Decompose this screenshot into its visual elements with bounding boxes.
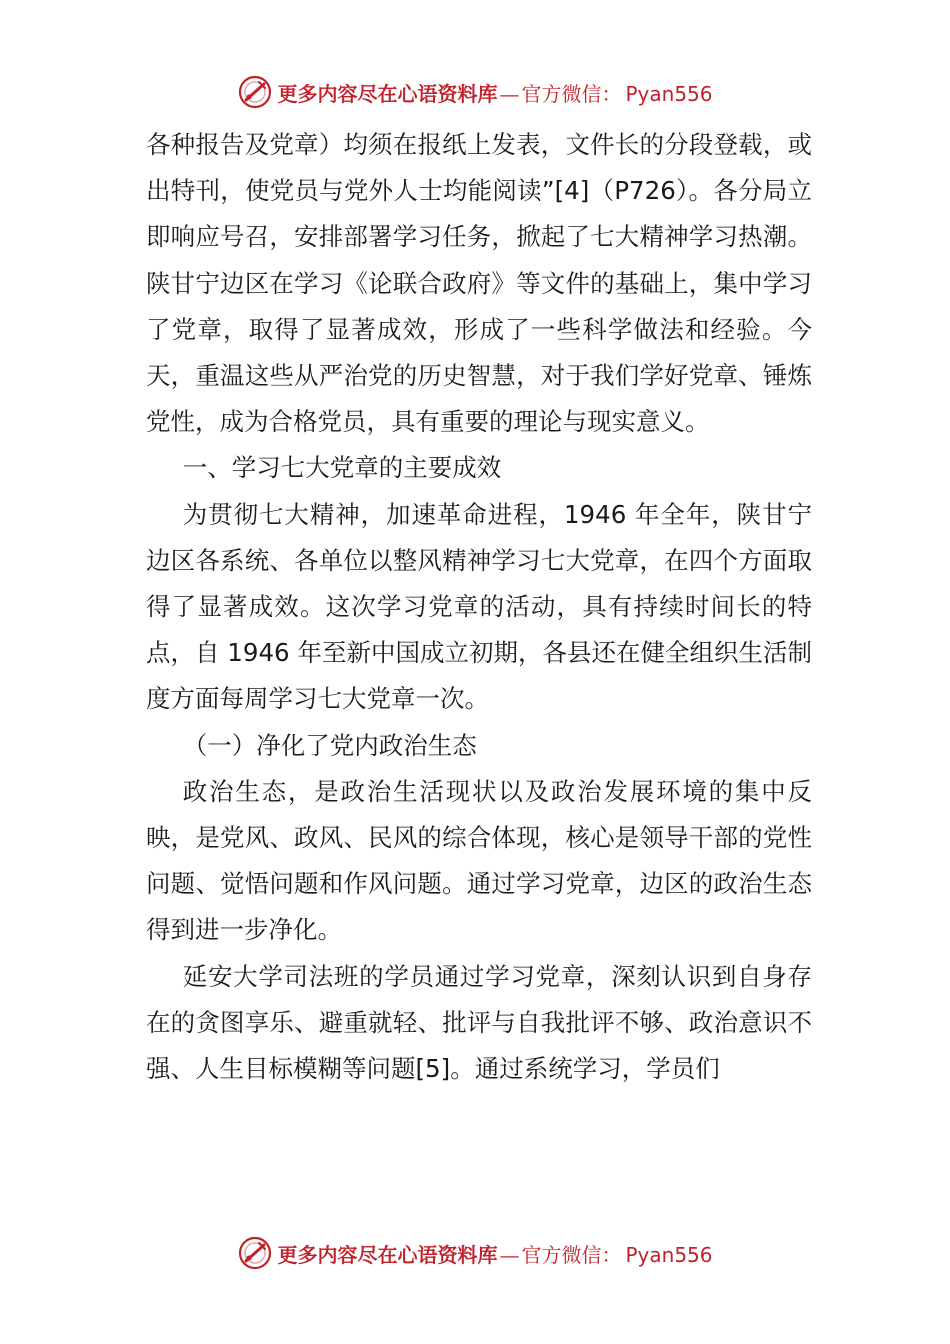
brand-logo-icon [237, 74, 273, 110]
paragraph: 为贯彻七大精神，加速革命进程，1946 年全年，陕甘宁边区各系统、各单位以整风精神学习七大党章，在四个方面取得了显著成效。这次学习党章的活动，具有持续时间长的特点，自 1946 年至新中国成立初期，各县还在健全组织生活制度方面每周学习七大党章一次。 [146, 499, 812, 714]
paragraph: 延安大学司法班的学员通过学习党章，深刻认识到自身存在的贪图享乐、避重就轻、批评与自我批评不够、政治意识不强、人生目标模糊等问题[5]。通过系统学习，学员们 [146, 961, 812, 1084]
watermark-name: 更多内容尽在心语资料库 [277, 81, 498, 106]
watermark-wechat-id: Pyan556 [625, 1242, 713, 1267]
watermark-wechat-label: 官方微信： [521, 81, 622, 106]
watermark-wechat-id: Pyan556 [625, 81, 713, 106]
section-heading: 一、学习七大党章的主要成效 [182, 453, 502, 483]
brand-logo-icon [237, 1235, 273, 1271]
watermark-dash: — [499, 1242, 520, 1267]
footer-watermark [0, 1233, 950, 1273]
watermark-text [277, 78, 712, 107]
header-watermark [0, 72, 950, 112]
document-body [146, 122, 812, 1092]
watermark-name: 更多内容尽在心语资料库 [277, 1242, 498, 1267]
subsection-heading: （一）净化了党内政治生态 [182, 730, 477, 760]
watermark-wechat-label: 官方微信： [521, 1242, 622, 1267]
paragraph-continued: 各种报告及党章）均须在报纸上发表，文件长的分段登载，或出特刊，使党员与党外人士均能阅读”[4]（P726）。各分局立即响应号召，安排部署学习任务，掀起了七大精神学习热潮。陕甘宁边区在学习《论联合政府》等文件的基础上，集中学习了党章，取得了显著成效，形成了一些科学做法和经验。今天，重温这些从严治党的历史智慧，对于我们学好党章、锤炼党性，成为合格党员，具有重要的理论与现实意义。 [146, 130, 812, 437]
watermark-dash: — [499, 81, 520, 106]
watermark-text [277, 1239, 712, 1268]
paragraph: 政治生态，是政治生活现状以及政治发展环境的集中反映，是党风、政风、民风的综合体现，核心是领导干部的党性问题、觉悟问题和作风问题。通过学习党章，边区的政治生态得到进一步净化。 [146, 776, 812, 945]
